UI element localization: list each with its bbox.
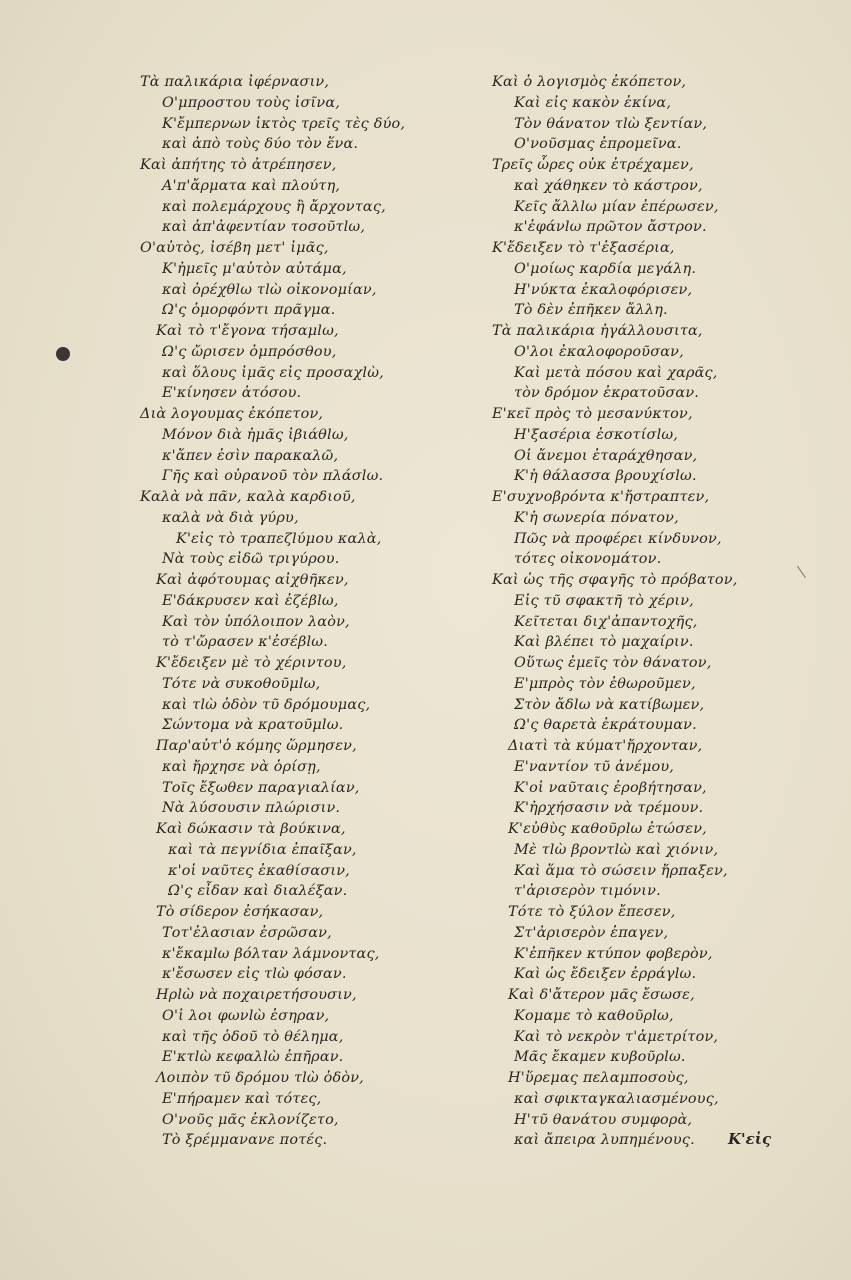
right-verse-column — [492, 72, 792, 1151]
catchword: Κ'εἰς — [728, 1130, 772, 1148]
verse-line: Κ'ἔμπερνων ἰκτὸς τρεῖς τὲς δύο, — [162, 115, 406, 132]
verse-line: καὶ ὀρέχθlω τlὼ οἰκονομίαν, — [162, 281, 377, 298]
verse-line: Παρ'αὐτ'ὁ κόμης ὥρμησεν, — [156, 738, 357, 754]
verse-line: τότες οἰκονομάτον. — [514, 551, 662, 568]
verse-line: Κ'εὐθὺς καθοῦρlω ἐτώσεν, — [508, 821, 707, 837]
verse-line: Μὲ τlὼ βροντlὼ καὶ χιόνιν, — [514, 841, 719, 858]
verse-line: Η'ὕρεμας πελαμποσοὺς, — [508, 1070, 689, 1086]
verse-line: Ο'ἱ λοι φωνlὼ ἐσηραν, — [162, 1007, 330, 1024]
verse-line: καὶ τlὼ ὁδὸν τῦ δρόμουμας, — [162, 696, 371, 713]
verse-line: Τὸν θάνατον τlὼ ξεντίαν, — [514, 115, 708, 132]
verse-line: Ε'μπρὸς τὸν ἐθωροῦμεν, — [514, 675, 696, 692]
verse-line: Τὸ σίδερον ἐσήκασαν, — [156, 904, 324, 920]
verse-line: κ'ἄπεν ἐσὶν παρακαλῶ, — [162, 447, 339, 464]
verse-line: Καὶ δ'ἄτερον μᾶς ἔσωσε, — [508, 987, 695, 1003]
verse-line: Στ'ἀρισερὸν ἐπαγεν, — [514, 924, 669, 941]
verse-line: Πῶς νὰ προφέρει κίνδυνον, — [514, 530, 722, 547]
verse-line: Μᾶς ἔκαμεν κυβοῦρlω. — [514, 1049, 686, 1066]
verse-line: καὶ πολεμάρχους ἢ ἄρχοντας, — [162, 198, 386, 215]
verse-line: Ο'μοίως καρδία μεγάλη. — [514, 260, 697, 277]
verse-line: Ο'λοι ἐκαλοφοροῦσαν, — [514, 343, 684, 360]
verse-line: Τὸ δὲν ἐπῆκεν ἄλλη. — [514, 302, 668, 319]
verse-line: Καὶ δώκασιν τὰ βούκινα, — [156, 821, 346, 837]
verse-line: Κ'ἠμεῖς μ'αὐτὸν αὐτάμα, — [162, 260, 347, 277]
verse-line: Τότε νὰ συκοθοῦμlω, — [162, 675, 321, 692]
verse-line: Κ'οἱ ναῦταις ἐροβήτησαν, — [514, 779, 707, 796]
verse-line: κ'οἱ ναῦτες ἐκαθίσασιν, — [168, 862, 350, 879]
verse-line: Καὶ ἅμα τὸ σώσειν ἤρπαξεν, — [514, 862, 728, 879]
verse-line: κ'ἔκαμlω βόλταν λάμνοντας, — [162, 945, 380, 962]
verse-line: Καὶ τὸν ὑπόλοιπον λαὸν, — [162, 613, 350, 630]
verse-line: καὶ τῆς ὁδοῦ τὸ θέλημα, — [162, 1028, 344, 1045]
verse-line: Ε'κτlὼ κεφαλlὼ ἐπῆραν. — [162, 1049, 344, 1066]
verse-line: καὶ χάθηκεν τὸ κάστρον, — [514, 177, 703, 194]
verse-line: Στὸν ἄδlω νὰ κατίβωμεν, — [514, 696, 705, 713]
left-verse-column — [140, 72, 480, 1151]
verse-line: Ο'νοῦσμας ἐπρομεῖνα. — [514, 136, 682, 153]
verse-line: Τὰ παλικάρια ἰφέρνασιν, — [140, 74, 330, 90]
verse-line: Ω'ς θαρετὰ ἐκράτουμαν. — [514, 717, 697, 734]
margin-mark — [797, 560, 814, 578]
verse-line: Καὶ ὡς ἔδειξεν ἐρράγlω. — [514, 966, 697, 983]
verse-line: Τοῖς ἔξωθεν παραγιαλίαν, — [162, 779, 360, 796]
verse-line: Καὶ μετὰ πόσου καὶ χαρᾶς, — [514, 364, 718, 381]
verse-line: Ε'δάκρυσεν καὶ ἐζέβlω, — [162, 592, 339, 609]
verse-line: κ'ἐφάνlω πρῶτον ἄστρον. — [514, 219, 707, 236]
verse-line: Ω'ς εἶδαν καὶ διαλέξαν. — [168, 883, 348, 900]
verse-line: Ε'κίνησεν ἀτόσου. — [162, 385, 302, 402]
verse-line: Σώντομα νὰ κρατοῦμlω. — [162, 717, 344, 734]
verse-line: Οὕτως ἐμεῖς τὸν θάνατον, — [514, 655, 712, 671]
verse-line: Καὶ εἰς κακὸν ἐκίνα, — [514, 94, 672, 111]
verse-line: καὶ σφικταγκαλιασμένους, — [514, 1090, 719, 1107]
verse-line: Κ'ἔδειξεν μὲ τὸ χέριντου, — [156, 655, 347, 671]
binding-hole-mark — [56, 347, 70, 361]
verse-line: Λοιπὸν τῦ δρόμου τlὼ ὁδὸν, — [156, 1070, 364, 1086]
verse-line: Ηρlὼ νὰ ποχαιρετήσουσιν, — [156, 987, 357, 1003]
verse-line: Γῆς καὶ οὐρανοῦ τὸν πλάσlω. — [162, 468, 384, 485]
verse-line: Ε'κεῖ πρὸς τὸ μεσανύκτον, — [492, 406, 693, 422]
verse-line: Τρεῖς ὧρες οὐκ ἐτρέχαμεν, — [492, 157, 694, 173]
verse-line: Διατὶ τὰ κύματ'ἤρχονταν, — [508, 738, 703, 754]
verse-line: Καὶ βλέπει τὸ μαχαίριν. — [514, 634, 694, 651]
verse-line: Κεῖτεται διχ'ἀπαντοχῆς, — [514, 613, 698, 630]
verse-line: Ο'αὐτὸς, ἰσέβη μετ' ἰμᾶς, — [140, 240, 329, 256]
verse-line: Κεῖς ἄλλlω μίαν ἐπέρωσεν, — [514, 198, 719, 215]
verse-line: καὶ ἤρχησε νὰ ὁρίσῃ, — [162, 758, 321, 775]
verse-line: Η'τῦ θανάτου συμφορὰ, — [514, 1111, 693, 1128]
verse-line: Καὶ ὁ λογισμὸς ἐκόπετον, — [492, 74, 687, 90]
verse-line: καὶ ὅλους ἰμᾶς εἰς προσαχlὼ, — [162, 364, 384, 381]
verse-line: Κ'ἠρχήσασιν νὰ τρέμουν. — [514, 800, 704, 817]
verse-line: Τότε τὸ ξύλον ἔπεσεν, — [508, 904, 676, 920]
verse-line: Μόνον διὰ ἠμᾶς ἰβιάθlω, — [162, 426, 349, 443]
verse-line: καὶ ἀπ'ἀφεντίαν τοσοῦτlω, — [162, 219, 366, 236]
verse-line: Εἰς τῦ σφακτῆ τὸ χέριν, — [514, 592, 694, 609]
verse-line: Ε'ναντίον τῦ ἀνέμου, — [514, 758, 675, 775]
verse-line: Καὶ ὡς τῆς σφαγῆς τὸ πρόβατον, — [492, 572, 738, 588]
verse-line: Ε'πήραμεν καὶ τότες, — [162, 1090, 322, 1107]
verse-line: Τὰ παλικάρια ἠγάλλουσιτα, — [492, 323, 703, 339]
verse-line: Καὶ τὸ τ'ἔγονα τήσαμlω, — [156, 323, 339, 339]
verse-line: Ο'νοῦς μᾶς ἐκλονίζετο, — [162, 1111, 339, 1128]
verse-line: τ'ἀρισερὸν τιμόνιν. — [514, 883, 661, 900]
verse-line: Κ'εἰς τὸ τραπεζlύμου καλὰ, — [176, 530, 382, 547]
verse-line: Τὸ ξρέμμανανε ποτές. — [162, 1132, 328, 1149]
verse-line: Κ'ἡ θάλασσα βρουχίσlω. — [514, 468, 697, 485]
verse-line: Τοτ'ἐλασιαν ἐσρῶσαν, — [162, 924, 332, 941]
verse-line: Ω'ς ὤρισεν ὁμπρόσθου, — [162, 343, 337, 360]
verse-line: Ω'ς ὁμορφόντι πρᾶγμα. — [162, 302, 336, 319]
verse-line: καὶ ἀπὸ τοὺς δύο τὸν ἕνα. — [162, 136, 359, 153]
verse-line: Ο'μπροστου τοὺς ἰσῖνα, — [162, 94, 341, 111]
verse-line: Καὶ ἀφότουμας αἰχθῆκεν, — [156, 572, 349, 588]
verse-line: καὶ ἄπειρα λυπημένους. — [514, 1132, 695, 1149]
verse-line: κ'ἔσωσεν εἰς τlὼ φόσαν. — [162, 966, 347, 983]
verse-line: καλὰ νὰ διὰ γύρυ, — [162, 509, 299, 526]
verse-line: τὸν δρόμον ἐκρατοῦσαν. — [514, 385, 700, 402]
verse-line: Καὶ ἀπήτης τὸ ἀτρέπησεν, — [140, 157, 337, 173]
verse-line: Η'ξασέρια ἐσκοτίσlω, — [514, 426, 679, 443]
verse-line: Νὰ τοὺς εἰδῶ τριγύρου. — [162, 551, 340, 568]
verse-line: καὶ τὰ πεγνίδια ἐπαῖξαν, — [168, 841, 357, 858]
verse-line: τὸ τ'ὤρασεν κ'ἐσέβlω. — [162, 634, 328, 651]
verse-line: Ε'συχνοβρόντα κ'ἤστραπτεν, — [492, 489, 710, 505]
verse-line: Διὰ λογουμας ἐκόπετον, — [140, 406, 324, 422]
verse-line: Νὰ λύσουσιν πλώρισιν. — [162, 800, 341, 817]
verse-line: Η'νύκτα ἐκαλοφόρισεν, — [514, 281, 693, 298]
verse-line: Καλὰ νὰ πᾶν, καλὰ καρδιοῦ, — [140, 489, 356, 505]
verse-line: Κ'ἐπῆκεν κτύπον φοβερὸν, — [514, 945, 713, 962]
verse-line: Κομαμε τὸ καθοῦρlω, — [514, 1007, 674, 1024]
verse-line: Οἱ ἄνεμοι ἐταράχθησαν, — [514, 447, 698, 464]
verse-line: Κ'ἡ σωνερία πόνατον, — [514, 509, 679, 526]
verse-line: Κ'ἔδειξεν τὸ τ'ἐξασέρια, — [492, 240, 675, 256]
verse-line: Α'π'ἄρματα καὶ πλούτη, — [162, 177, 341, 194]
verse-line: Καὶ τὸ νεκρὸν τ'ἀμετρίτον, — [514, 1028, 719, 1045]
